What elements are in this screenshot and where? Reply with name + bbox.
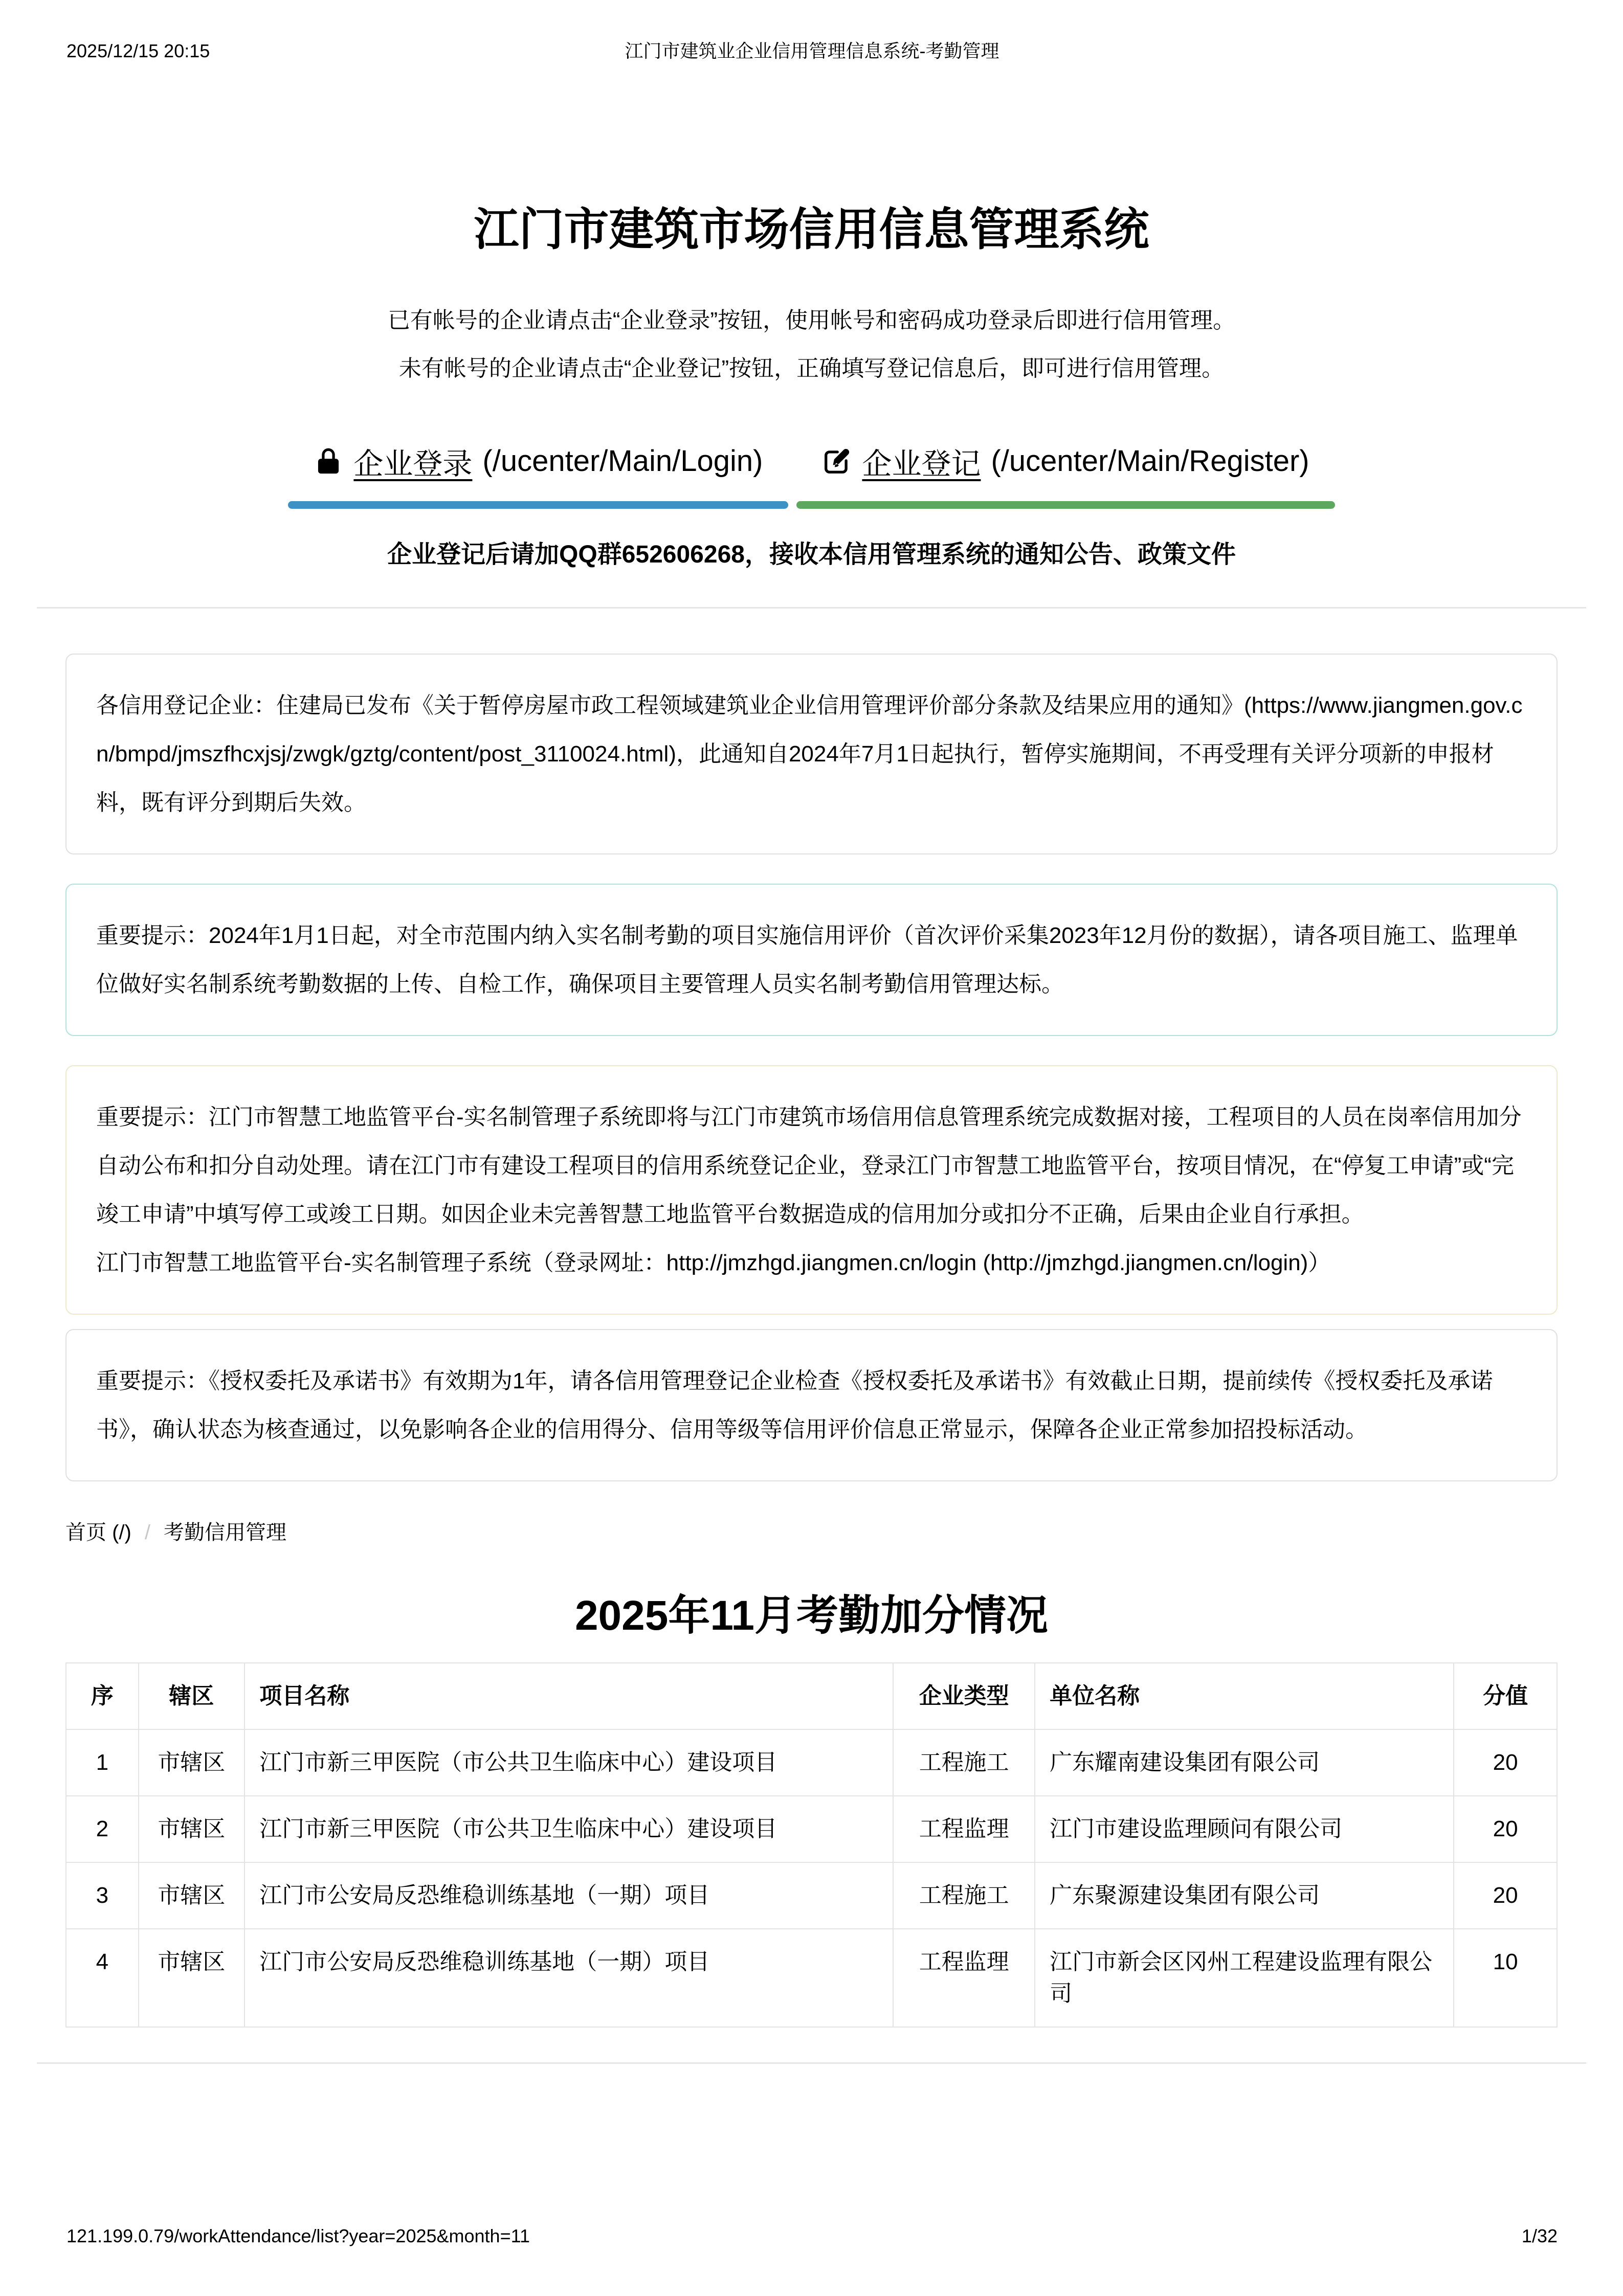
column-header-score: 分值 bbox=[1454, 1663, 1557, 1729]
table-cell: 江门市建设监理顾问有限公司 bbox=[1035, 1796, 1454, 1862]
table-cell: 工程监理 bbox=[893, 1929, 1035, 2027]
register-underline-bar bbox=[796, 501, 1335, 509]
table-cell: 市辖区 bbox=[139, 1929, 245, 2027]
attendance-table bbox=[65, 1662, 1558, 2028]
notice-text-login-url: 江门市智慧工地监管平台-实名制管理子系统（登录网址：http://jmzhgd.jiangmen.cn/login (http://jmzhgd.jiangmen.cn/login)） bbox=[96, 1250, 1331, 1275]
table-cell: 广东聚源建设集团有限公司 bbox=[1035, 1862, 1454, 1929]
notice-box-credit-suspension bbox=[65, 654, 1558, 854]
notice-text: 各信用登记企业：住建局已发布《关于暂停房屋市政工程领域建筑业企业信用管理评价部分条款及结果应用的通知》(https://www.jiangmen.gov.cn/bmpd/jmszfhcxjsj/zwgk/gztg/content/post_3110024.html)，此通知自2024年7月1日起执行，暂停实施期间，不再受理有关评分项新的申报材料，既有评分到期后失效。 bbox=[96, 692, 1523, 815]
breadcrumb-home-link[interactable]: 首页 (/) bbox=[65, 1521, 131, 1544]
table-row bbox=[66, 1796, 1557, 1862]
divider bbox=[37, 607, 1586, 609]
table-cell: 市辖区 bbox=[139, 1796, 245, 1862]
table-cell: 20 bbox=[1454, 1729, 1557, 1796]
print-footer bbox=[66, 2225, 1558, 2247]
breadcrumb-separator: / bbox=[144, 1521, 150, 1544]
breadcrumb bbox=[65, 1520, 1558, 1545]
print-header bbox=[66, 37, 1558, 63]
print-timestamp: 2025/12/15 20:15 bbox=[66, 40, 210, 61]
column-header-company-name: 单位名称 bbox=[1035, 1663, 1454, 1729]
table-cell: 1 bbox=[66, 1729, 139, 1796]
table-cell: 2 bbox=[66, 1796, 139, 1862]
page-indicator: 1/32 bbox=[1521, 2225, 1558, 2246]
register-link-line[interactable] bbox=[796, 440, 1335, 483]
table-cell: 工程施工 bbox=[893, 1862, 1035, 1929]
intro-line-1: 已有帐号的企业请点击“企业登录”按钮，使用帐号和密码成功登录后即进行信用管理。 bbox=[387, 307, 1236, 333]
table-cell: 工程监理 bbox=[893, 1796, 1035, 1862]
page-title: 江门市建筑市场信用信息管理系统 bbox=[474, 204, 1149, 255]
table-cell: 3 bbox=[66, 1862, 139, 1929]
notice-box-authorization-letter bbox=[65, 1329, 1558, 1481]
table-row bbox=[66, 1929, 1557, 2027]
intro-line-2: 未有帐号的企业请点击“企业登记”按钮，正确填写登记信息后，即可进行信用管理。 bbox=[398, 355, 1225, 381]
register-link-label: 企业登记 bbox=[862, 447, 981, 481]
notice-box-attendance-evaluation bbox=[65, 884, 1558, 1036]
table-cell: 江门市公安局反恐维稳训练基地（一期）项目 bbox=[244, 1929, 893, 2027]
table-body bbox=[66, 1729, 1557, 2027]
login-button[interactable] bbox=[288, 440, 788, 509]
register-button[interactable] bbox=[796, 440, 1335, 509]
table-row bbox=[66, 1729, 1557, 1796]
intro-text bbox=[65, 297, 1558, 393]
column-header-company-type: 企业类型 bbox=[893, 1663, 1035, 1729]
table-cell: 江门市公安局反恐维稳训练基地（一期）项目 bbox=[244, 1862, 893, 1929]
table-cell: 10 bbox=[1454, 1929, 1557, 2027]
edit-icon bbox=[822, 446, 852, 476]
table-cell: 江门市新三甲医院（市公共卫生临床中心）建设项目 bbox=[244, 1796, 893, 1862]
lock-icon bbox=[314, 446, 343, 476]
notice-text: 重要提示：《授权委托及承诺书》有效期为1年，请各信用管理登记企业检查《授权委托及承诺书》有效截止日期，提前续传《授权委托及承诺书》，确认状态为核查通过，以免影响各企业的信用得分、信用等级等信用评价信息正常显示，保障各企业正常参加招投标活动。 bbox=[96, 1368, 1493, 1442]
attendance-title: 2025年11月考勤加分情况 bbox=[574, 1592, 1049, 1639]
login-link-line[interactable] bbox=[288, 440, 788, 483]
table-cell: 20 bbox=[1454, 1796, 1557, 1862]
notice-box-smart-site-platform bbox=[65, 1065, 1558, 1315]
table-header-row bbox=[66, 1663, 1557, 1729]
table-row bbox=[66, 1862, 1557, 1929]
table-cell: 广东耀南建设集团有限公司 bbox=[1035, 1729, 1454, 1796]
table-cell: 20 bbox=[1454, 1862, 1557, 1929]
table-cell: 江门市新会区冈州工程建设监理有限公司 bbox=[1035, 1929, 1454, 2027]
login-link-url: (/ucenter/Main/Login) bbox=[482, 444, 763, 478]
divider bbox=[37, 2062, 1586, 2064]
notice-text: 重要提示：江门市智慧工地监管平台-实名制管理子系统即将与江门市建筑市场信用信息管理系统完成数据对接，工程项目的人员在岗率信用加分自动公布和扣分自动处理。请在江门市有建设工程项目的信用系统登记企业，登录江门市智慧工地监管平台，按项目情况，在“停复工申请”或“完竣工申请”中填写停工或竣工日期。如因企业未完善智慧工地监管平台数据造成的信用加分或扣分不正确，后果由企业自行承担。 bbox=[96, 1104, 1522, 1227]
table-cell: 市辖区 bbox=[139, 1729, 245, 1796]
print-doc-title: 江门市建筑业企业信用管理信息系统-考勤管理 bbox=[625, 40, 999, 61]
table-cell: 江门市新三甲医院（市公共卫生临床中心）建设项目 bbox=[244, 1729, 893, 1796]
footer-url: 121.199.0.79/workAttendance/list?year=2025&month=11 bbox=[66, 2225, 530, 2246]
column-header-district: 辖区 bbox=[139, 1663, 245, 1729]
login-underline-bar bbox=[288, 501, 788, 509]
notice-text: 重要提示：2024年1月1日起，对全市范围内纳入实名制考勤的项目实施信用评价（首次评价采集2023年12月份的数据），请各项目施工、监理单位做好实名制系统考勤数据的上传、自检工作，确保项目主要管理人员实名制考勤信用管理达标。 bbox=[96, 922, 1518, 997]
table-cell: 4 bbox=[66, 1929, 139, 2027]
column-header-seq: 序 bbox=[66, 1663, 139, 1729]
breadcrumb-current: 考勤信用管理 bbox=[164, 1521, 286, 1544]
auth-links bbox=[65, 440, 1558, 509]
table-cell: 工程施工 bbox=[893, 1729, 1035, 1796]
login-link-label: 企业登录 bbox=[353, 447, 473, 481]
table-cell: 市辖区 bbox=[139, 1862, 245, 1929]
qq-group-notice: 企业登记后请加QQ群652606268，接收本信用管理系统的通知公告、政策文件 bbox=[387, 541, 1236, 568]
register-link-url: (/ucenter/Main/Register) bbox=[991, 444, 1309, 478]
column-header-project: 项目名称 bbox=[244, 1663, 893, 1729]
